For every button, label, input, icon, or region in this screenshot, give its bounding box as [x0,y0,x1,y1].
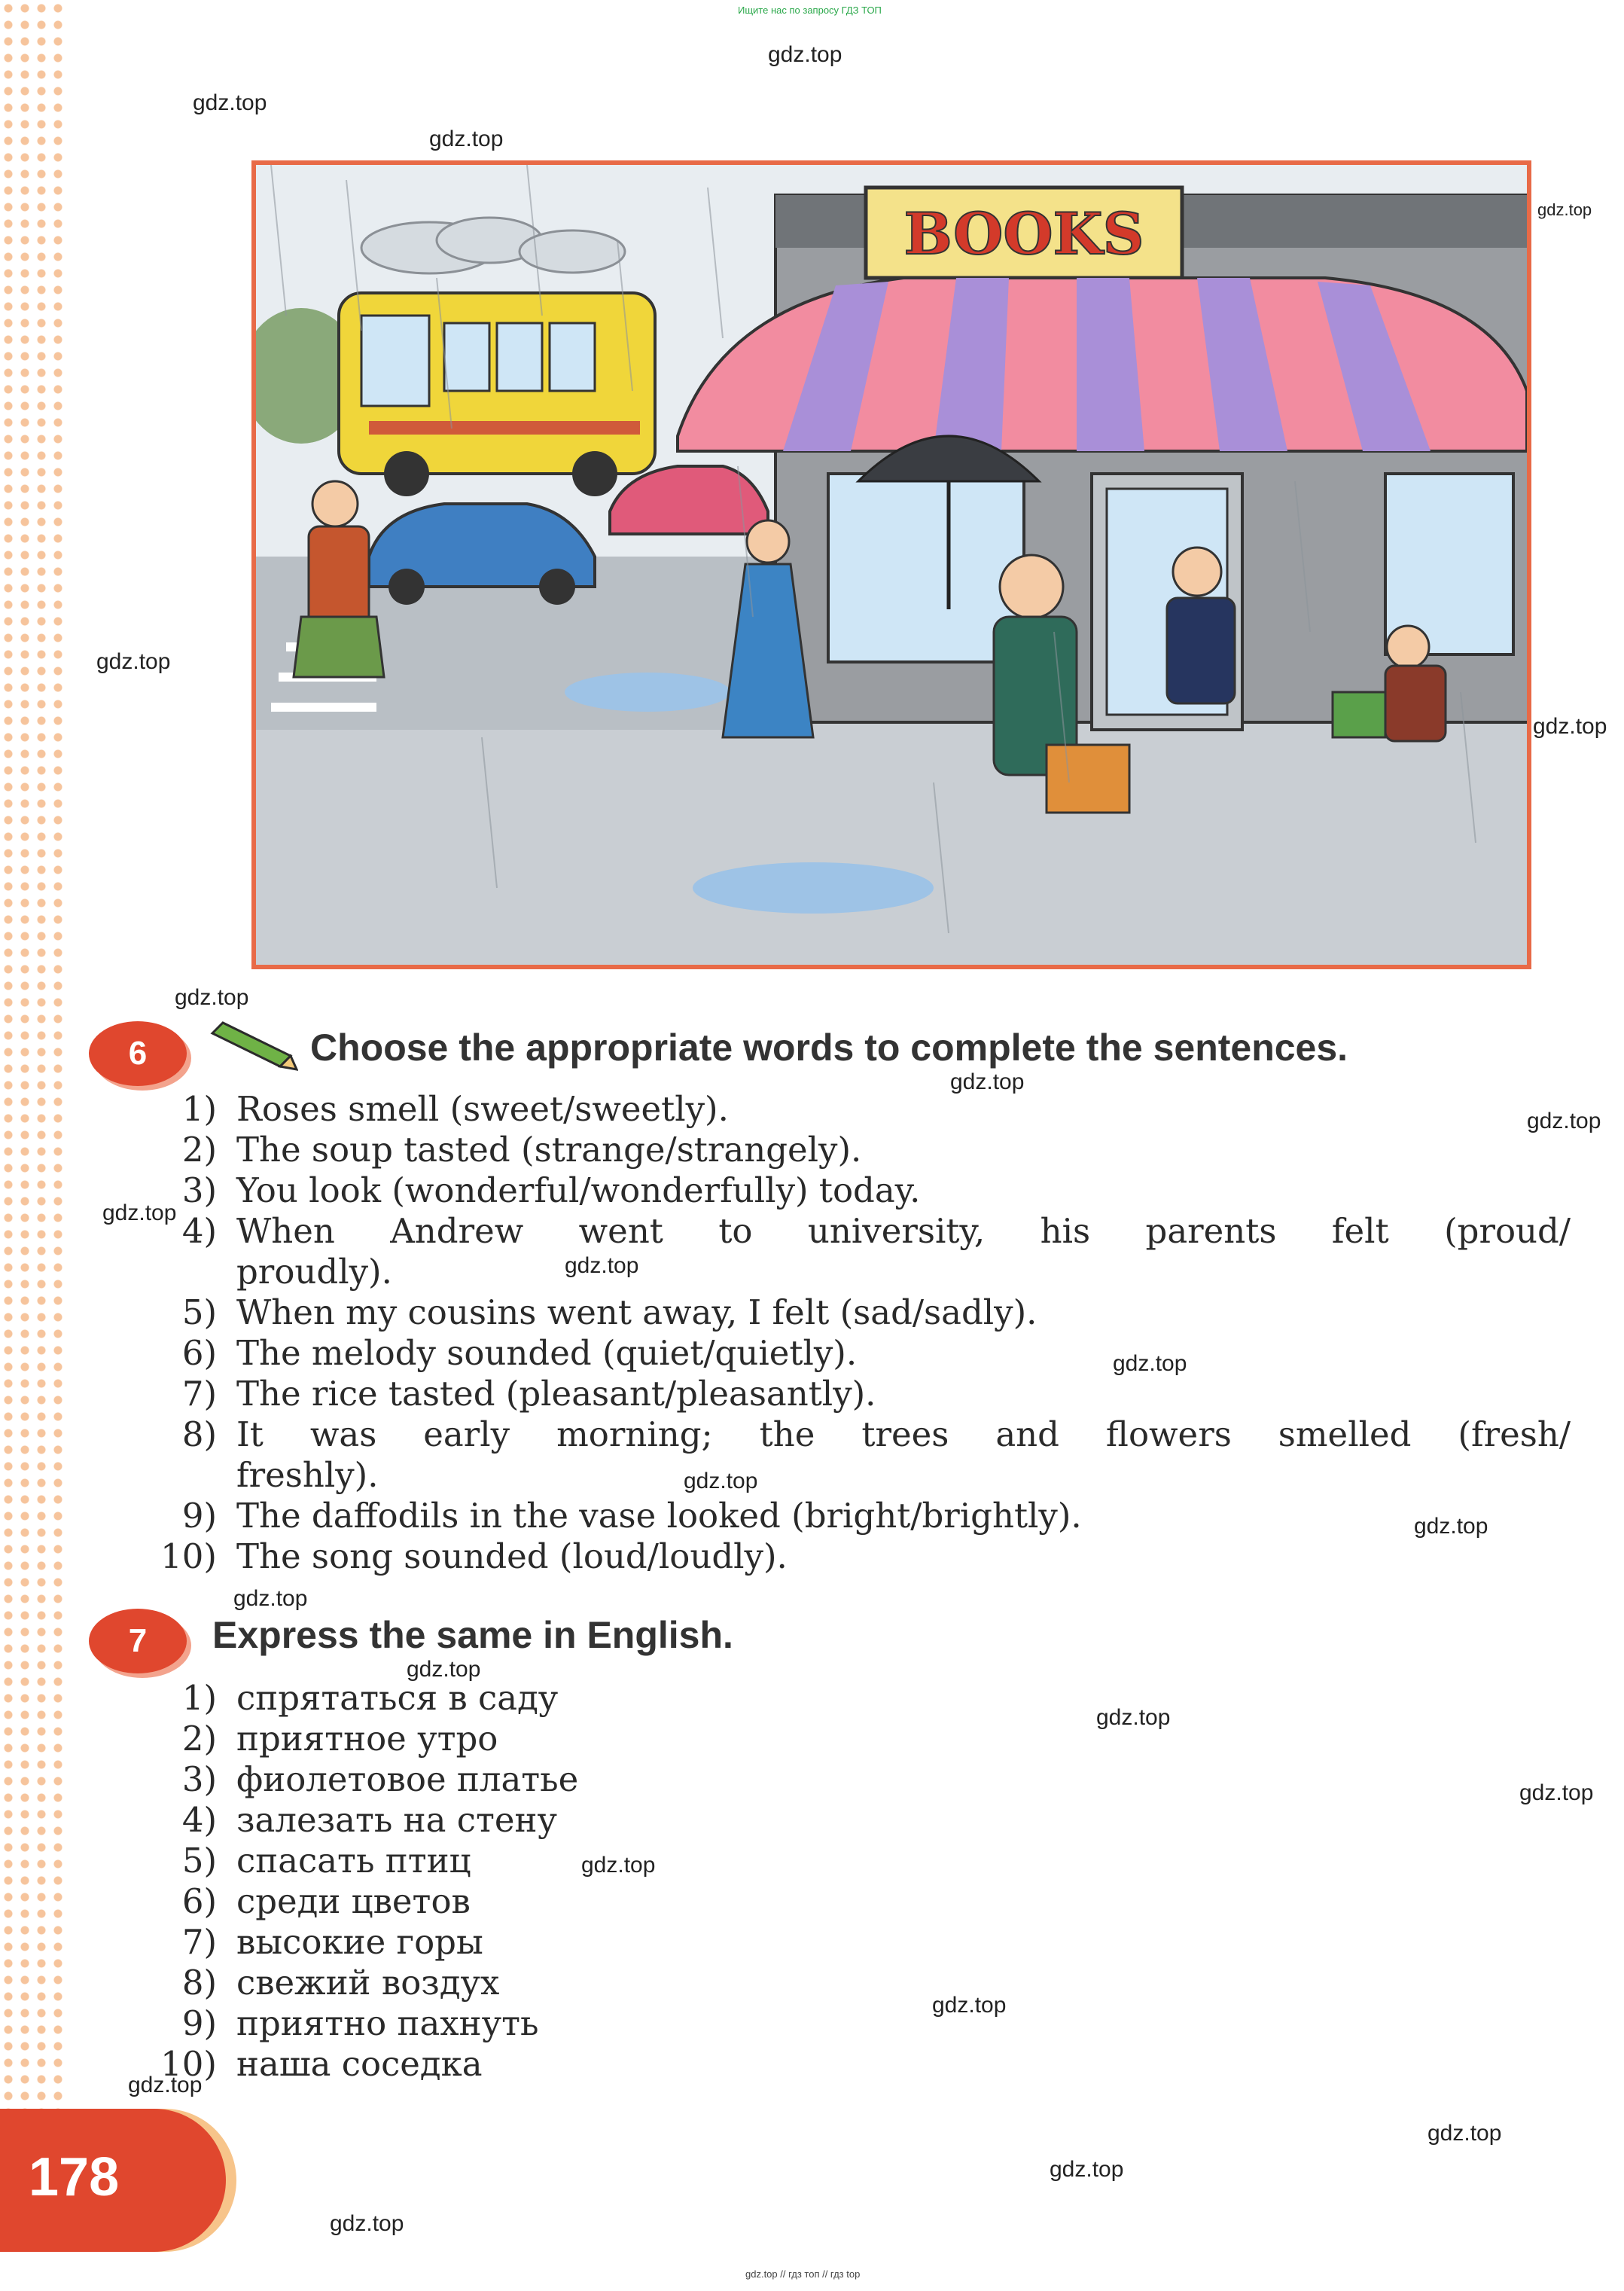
rainy-street-scene [256,165,1527,965]
watermark: gdz.top [96,649,171,674]
list-item [148,2044,1571,2085]
item-number: 10) [160,1536,217,1576]
watermark: gdz.top [768,42,842,67]
watermark: gdz.top [684,1469,758,1493]
watermark: gdz.top [1096,1705,1171,1730]
list-item [148,1759,1571,1800]
item-text: When my cousins went away, I felt (sad/sadly). [236,1292,1037,1332]
watermark: gdz.top [128,2073,203,2097]
list-item [148,1922,1571,1963]
watermark: gdz.top [950,1069,1025,1094]
watermark: gdz.top [1113,1351,1187,1376]
item-number: 5) [181,1841,217,1881]
watermark: gdz.top [581,1853,656,1878]
list-item [148,1414,1571,1496]
item-text: свежий воздух [236,1963,500,2003]
list-item [148,1089,1571,1130]
list-item [148,1170,1571,1211]
list-item [148,1719,1571,1759]
watermark: gdz.top [932,1993,1007,2018]
item-number: 3) [181,1759,217,1799]
item-number: 4) [181,1211,217,1251]
item-number: 6) [181,1333,217,1373]
item-text: наша соседка [236,2044,483,2084]
briefcase-icon [1047,745,1129,813]
item-text: The daffodils in the vase looked (bright/brightly). [236,1496,1082,1536]
exercise-6-list [148,1089,1571,1577]
item-number: 9) [181,2003,217,2043]
exercise-7-title: Express the same in English. [212,1614,733,1656]
item-text: Roses smell (sweet/sweetly). [236,1089,729,1129]
exercise-6-title: Choose the appropriate words to complete the sentences. [310,1027,1348,1069]
watermark: gdz.top [1527,1109,1601,1133]
decorative-dot-strip [0,0,68,2109]
item-number: 2) [181,1130,217,1170]
item-number: 8) [181,1963,217,2003]
watermark: gdz.top [193,90,267,115]
watermark: gdz.top [233,1586,308,1611]
item-text: приятно пахнуть [236,2003,539,2043]
item-number: 10) [160,2044,217,2084]
exercise-number-badge: 6 [89,1021,187,1086]
item-number: 7) [181,1922,217,1962]
list-item [148,1841,1571,1881]
bus-icon [339,293,655,496]
item-number: 1) [181,1678,217,1718]
item-number: 2) [181,1719,217,1759]
list-item [148,1678,1571,1719]
watermark: gdz.top [102,1200,177,1225]
item-text-line: proudly). [236,1252,392,1292]
list-item [148,1881,1571,1922]
list-item [148,1292,1571,1333]
item-text: высокие горы [236,1922,483,1962]
site-note: Ищите нас по запросу ГДЗ ТОП [738,5,882,16]
watermark: gdz.top [565,1253,639,1278]
list-item [148,1496,1571,1536]
list-item [148,1963,1571,2003]
page-number: 178 [29,2147,120,2207]
watermark: gdz.top [1537,200,1592,219]
list-item [148,1130,1571,1170]
watermark: gdz.top [1427,2121,1502,2146]
watermark: gdz.top [1533,714,1607,739]
watermark: gdz.top [1414,1514,1488,1539]
bookshop-illustration [251,160,1531,969]
watermark: gdz.top [429,127,504,151]
list-item [148,1800,1571,1841]
footer-note: gdz.top // гдз топ // гдз top [745,2268,861,2280]
item-number: 3) [181,1170,217,1210]
item-text: приятное утро [236,1719,498,1759]
item-text: The soup tasted (strange/strangely). [236,1130,862,1170]
item-text: You look (wonderful/wonderfully) today. [236,1170,921,1210]
item-text: The rice tasted (pleasant/pleasantly). [236,1374,876,1414]
list-item [148,1211,1571,1292]
exercise-number-badge: 7 [89,1609,187,1673]
item-text: среди цветов [236,1881,471,1921]
item-text: спасать птиц [236,1841,471,1881]
item-text-line: freshly). [236,1455,379,1495]
item-number: 9) [181,1496,217,1536]
item-text: фиолетовое платье [236,1759,579,1799]
item-text: спрятаться в саду [236,1678,559,1718]
item-text-line: It was early morning; the trees and flowers smelled (fresh/ [236,1414,1571,1454]
exercise-7-list [148,1678,1571,2085]
watermark: gdz.top [407,1657,481,1682]
item-text: залезать на стену [236,1800,557,1840]
item-number: 6) [181,1881,217,1921]
item-text: The song sounded (loud/loudly). [236,1536,788,1576]
list-item [148,1536,1571,1577]
item-number: 8) [181,1414,217,1454]
watermark: gdz.top [175,985,249,1010]
item-number: 7) [181,1374,217,1414]
item-number: 4) [181,1800,217,1840]
list-item [148,1333,1571,1374]
pencil-icon [208,1018,298,1071]
watermark: gdz.top [1519,1780,1594,1805]
item-number: 5) [181,1292,217,1332]
watermark: gdz.top [1050,2157,1124,2182]
item-number: 1) [181,1089,217,1129]
item-text: The melody sounded (quiet/quietly). [236,1333,858,1373]
striped-awning [678,278,1527,451]
item-text-line: When Andrew went to university, his parents felt (proud/ [236,1211,1571,1251]
watermark: gdz.top [330,2211,404,2236]
list-item [148,1374,1571,1414]
list-item [148,2003,1571,2044]
shop-sign-text: BOOKS [903,200,1144,267]
